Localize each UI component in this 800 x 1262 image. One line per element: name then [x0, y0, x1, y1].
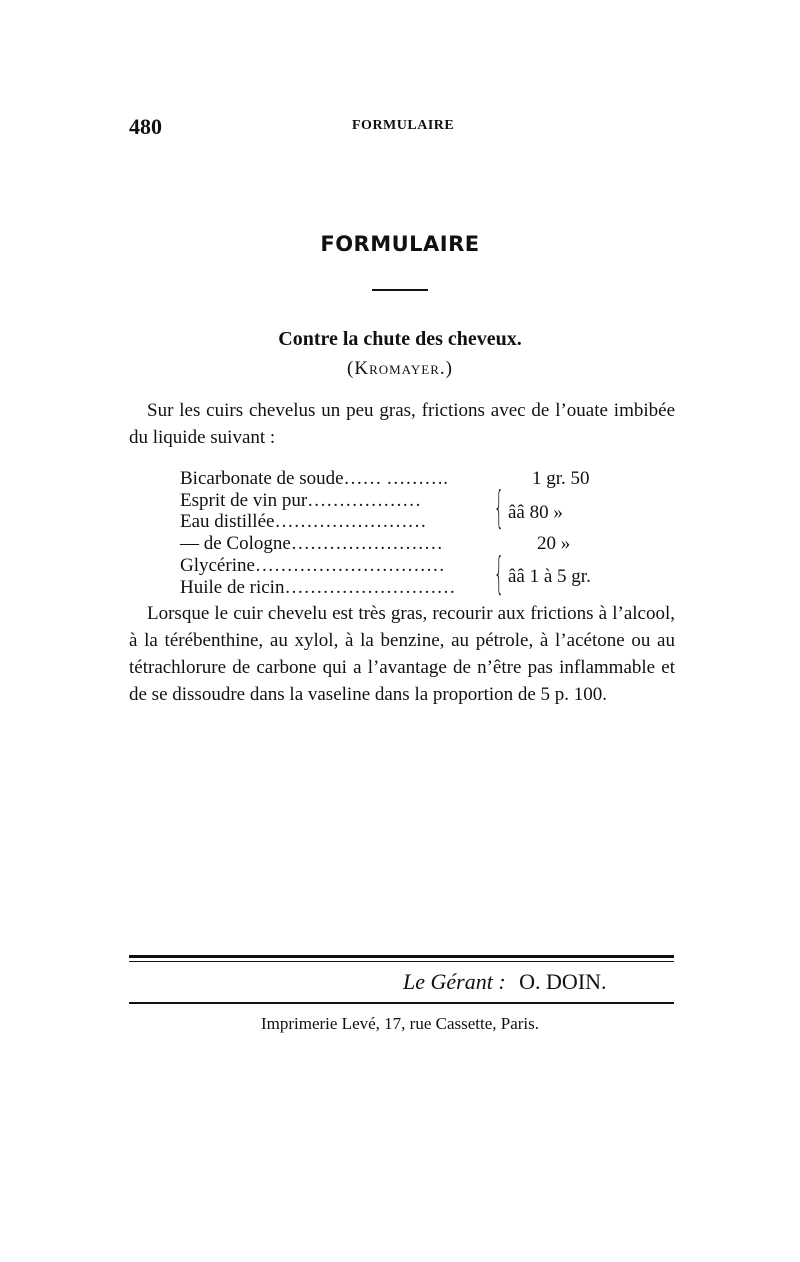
- footer-rule-thick: [129, 955, 674, 958]
- brace-glyph: {: [494, 482, 504, 533]
- intro-paragraph: Sur les cuirs chevelus un peu gras, frictions avec de l’ouate imbibée du liquide suivant :: [129, 400, 675, 448]
- recipe-item-qty: ââ 80 »: [508, 502, 563, 523]
- recipe-item-name: Bicarbonate de soude…… ……….: [180, 468, 449, 489]
- footer-rule-thin: [129, 961, 674, 962]
- title-divider: [372, 289, 428, 291]
- recipe-item-name: Huile de ricin………………………: [180, 577, 456, 598]
- recipe-item-qty: 1 gr. 50: [532, 468, 590, 489]
- recipe-item-name: Eau distillée……………………: [180, 511, 427, 532]
- page-number: 480: [129, 114, 162, 139]
- running-header: FORMULAIRE: [352, 118, 455, 133]
- signature: [403, 969, 607, 995]
- recipe-item-name: Glycérine…………………………: [180, 555, 445, 576]
- recipe-item-qty: 20 »: [537, 533, 571, 554]
- recipe-item-name: Esprit de vin pur………………: [180, 490, 422, 511]
- signature-role: Le Gérant :: [403, 969, 506, 994]
- recipe-item-name: — de Cologne……………………: [180, 533, 443, 554]
- section-subtitle: Contre la chute des cheveux.: [278, 328, 522, 350]
- body-paragraph: Lorsque le cuir chevelu est très gras, recourir aux frictions à l’alcool, à la térébenthine, au xylol, à la benzine, au pétrole, à l’acétone ou au tétrachlorure de carbone qui a l’avantage de n’être pas inflammable et de se dissoudre dans la vaseline dans la proportion de 5 p. 100.: [129, 603, 675, 705]
- printer-imprint: Imprimerie Levé, 17, rue Cassette, Paris.: [260, 1014, 540, 1033]
- recipe-item-qty: ââ 1 à 5 gr.: [508, 566, 591, 587]
- signature-name: O. DOIN.: [519, 969, 607, 994]
- printer-rule: [129, 1002, 674, 1004]
- brace-glyph: {: [494, 548, 504, 599]
- page-title: FORMULAIRE: [320, 232, 480, 256]
- section-author: (Kromayer.): [347, 358, 453, 379]
